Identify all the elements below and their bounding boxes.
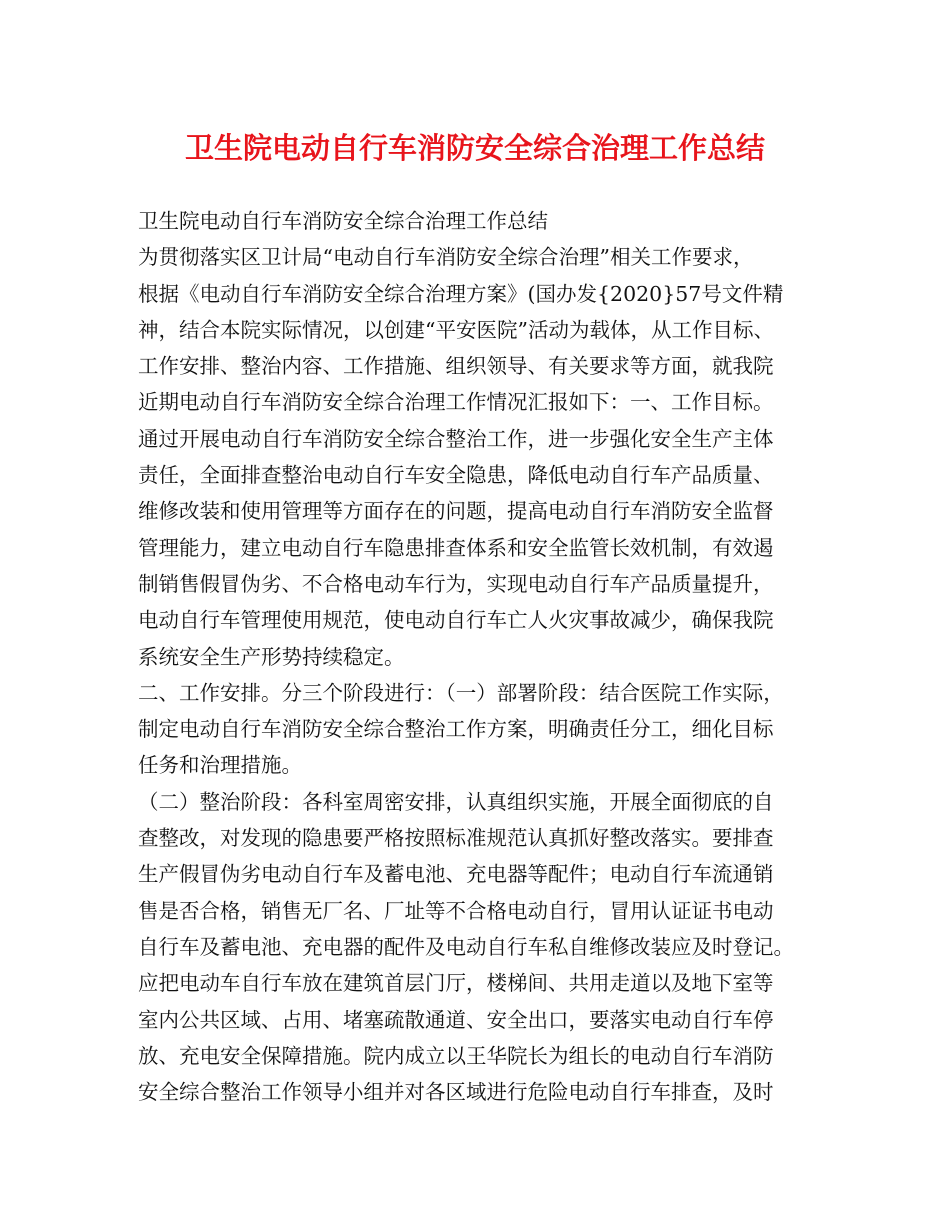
body-line: 室内公共区域、占用、堵塞疏散通道、安全出口，要落实电动自行车停 [138, 1007, 774, 1032]
body-line: 神，结合本院实际情况，以创建“平安医院”活动为载体，从工作目标、 [138, 317, 774, 342]
body-line: 生产假冒伪劣电动自行车及蓄电池、充电器等配件；电动自行车流通销 [138, 862, 774, 887]
body-line: （二）整治阶段：各科室周密安排，认真组织实施，开展全面彻底的自 [138, 789, 774, 814]
body-line: 工作安排、整治内容、工作措施、组织领导、有关要求等方面，就我院 [138, 354, 774, 379]
body-line: 管理能力，建立电动自行车隐患排查体系和安全监管长效机制，有效遏 [138, 535, 774, 560]
body-line: 维修改装和使用管理等方面存在的问题，提高电动自行车消防安全监督 [138, 499, 774, 524]
body-line: 系统安全生产形势持续稳定。 [138, 644, 405, 669]
body-line: 放、充电安全保障措施。院内成立以王华院长为组长的电动自行车消防 [138, 1043, 774, 1068]
body-line: 任务和治理措施。 [138, 753, 302, 778]
body-line: 售是否合格，销售无厂名、厂址等不合格电动自行，冒用认证证书电动 [138, 898, 774, 923]
body-line: 电动自行车管理使用规范，使电动自行车亡人火灾事故减少，确保我院 [138, 608, 774, 633]
body-line: 根据《电动自行车消防安全综合治理方案》(国办发{2020}57号文件精 [138, 281, 784, 306]
body-line: 近期电动自行车消防安全综合治理工作情况汇报如下：一、工作目标。 [138, 390, 774, 415]
body-line: 制销售假冒伪劣、不合格电动车行为，实现电动自行车产品质量提升， [138, 571, 774, 596]
document-body [138, 203, 838, 1110]
body-line: 二、工作安排。分三个阶段进行：（一）部署阶段：结合医院工作实际， [138, 680, 784, 705]
body-line: 自行车及蓄电池、充电器的配件及电动自行车私自维修改装应及时登记。 [138, 934, 794, 959]
body-line: 安全综合整治工作领导小组并对各区域进行危险电动自行车排查，及时 [138, 1080, 774, 1105]
body-line: 通过开展电动自行车消防安全综合整治工作，进一步强化安全生产主体 [138, 426, 774, 451]
body-line: 制定电动自行车消防安全综合整治工作方案，明确责任分工，细化目标 [138, 717, 774, 742]
document-title: 卫生院电动自行车消防安全综合治理工作总结 [184, 131, 765, 165]
body-line: 责任，全面排查整治电动自行车安全隐患，降低电动自行车产品质量、 [138, 463, 774, 488]
body-line: 为贯彻落实区卫计局“电动自行车消防安全综合治理”相关工作要求， [138, 245, 754, 270]
body-line: 应把电动车自行车放在建筑首层门厅，楼梯间、共用走道以及地下室等 [138, 971, 774, 996]
body-line: 卫生院电动自行车消防安全综合治理工作总结 [138, 209, 548, 233]
body-line: 查整改，对发现的隐患要严格按照标准规范认真抓好整改落实。要排查 [138, 826, 774, 851]
